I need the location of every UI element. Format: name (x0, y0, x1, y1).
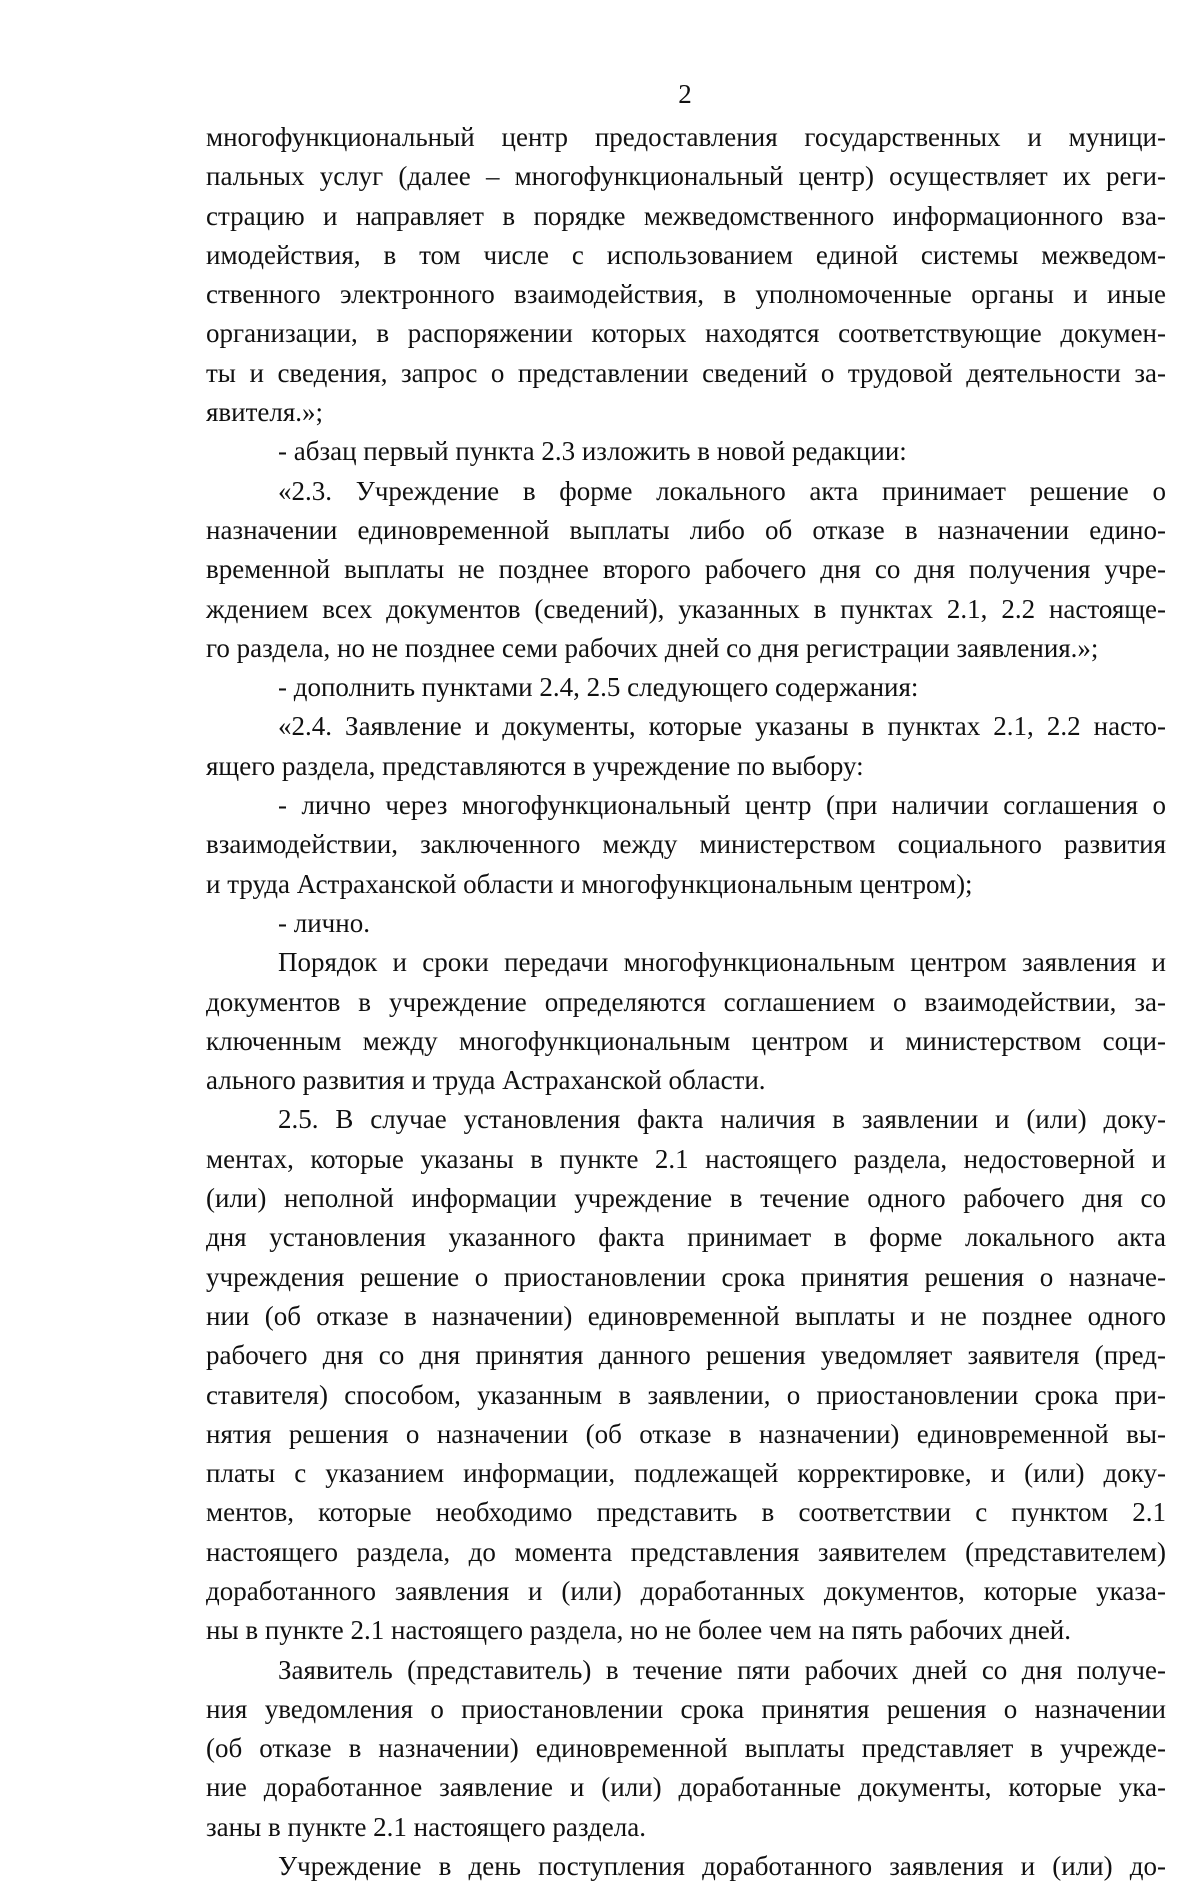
text-line: ны в пункте 2.1 настоящего раздела, но не более чем на пять рабочих дней. (206, 1615, 1072, 1646)
text-line: рабочего дня со дня принятия данного решения уведомляет заявителя (пред- (206, 1340, 1166, 1371)
text-line: ального развития и труда Астраханской области. (206, 1065, 766, 1096)
text-line: ключенным между многофункциональным центром и министерством соци- (206, 1025, 1166, 1056)
text-line: назначении единовременной выплаты либо об отказе в назначении едино- (206, 514, 1166, 545)
text-line: многофункциональный центр предоставления государственных и муници- (206, 122, 1166, 152)
text-line: ящего раздела, представляются в учреждение по выбору: (206, 750, 864, 781)
text-line: дня установления указанного факта принимает в форме локального акта (206, 1222, 1166, 1253)
text-line: Учреждение в день поступления доработанного заявления и (или) до- (278, 1851, 1166, 1882)
text-line: Заявитель (представитель) в течение пяти рабочих дней со дня получе- (278, 1654, 1166, 1685)
text-line: (или) неполной информации учреждение в течение одного рабочего дня со (206, 1183, 1166, 1214)
text-line: Порядок и сроки передачи многофункциональным центром заявления и (278, 947, 1166, 978)
text-line: имодействия, в том числе с использованием единой системы межведом- (206, 239, 1166, 270)
text-line: нятия решения о назначении (об отказе в назначении) единовременной вы- (206, 1418, 1166, 1449)
text-line: организации, в распоряжении которых находятся соответствующие докумен- (206, 318, 1166, 349)
text-line: учреждения решение о приостановлении срока принятия решения о назначе- (206, 1261, 1166, 1292)
text-line: взаимодействии, заключенного между министерством социального развития (206, 829, 1166, 860)
text-line: - абзац первый пункта 2.3 изложить в новой редакции: (278, 436, 907, 467)
text-line: «2.4. Заявление и документы, которые указаны в пунктах 2.1, 2.2 насто- (278, 711, 1166, 742)
text-line: ственного электронного взаимодействия, в уполномоченные органы и иные (206, 279, 1166, 310)
text-line: ставителя) способом, указанным в заявлении, о приостановлении срока при- (206, 1379, 1166, 1410)
text-line: временной выплаты не позднее второго рабочего дня со дня получения учре- (206, 554, 1166, 585)
text-line: документов в учреждение определяются соглашением о взаимодействии, за- (206, 986, 1166, 1017)
text-line: заны в пункте 2.1 настоящего раздела. (206, 1811, 646, 1842)
text-line: настоящего раздела, до момента представления заявителем (представителем) (206, 1536, 1166, 1567)
text-line: ты и сведения, запрос о представлении сведений о трудовой деятельности за- (206, 357, 1166, 388)
text-line: доработанного заявления и (или) доработанных документов, которые указа- (206, 1575, 1166, 1606)
document-body (206, 118, 1166, 1886)
text-line: ментах, которые указаны в пункте 2.1 настоящего раздела, недостоверной и (206, 1143, 1166, 1174)
text-line: - лично через многофункциональный центр (при наличии соглашения о (278, 790, 1166, 821)
text-line: страцию и направляет в порядке межведомственного информационного вза- (206, 200, 1166, 231)
text-line: го раздела, но не позднее семи рабочих дней со дня регистрации заявления.»; (206, 632, 1099, 663)
text-line: нии (об отказе в назначении) единовременной выплаты и не позднее одного (206, 1300, 1166, 1331)
text-line: ментов, которые необходимо представить в соответствии с пунктом 2.1 (206, 1497, 1166, 1528)
text-line: и труда Астраханской области и многофункциональным центром); (206, 868, 973, 899)
text-line: «2.3. Учреждение в форме локального акта принимает решение о (278, 475, 1166, 506)
text-line: ждением всех документов (сведений), указанных в пунктах 2.1, 2.2 настояще- (206, 593, 1166, 624)
text-line: ния уведомления о приостановлении срока принятия решения о назначении (206, 1693, 1166, 1724)
text-line: - дополнить пунктами 2.4, 2.5 следующего содержания: (278, 672, 919, 703)
text-line: - лично. (278, 907, 370, 938)
text-line: платы с указанием информации, подлежащей корректировке, и (или) доку- (206, 1458, 1166, 1489)
text-line: явителя.»; (206, 397, 324, 428)
text-line: (об отказе в назначении) единовременной выплаты представляет в учрежде- (206, 1733, 1166, 1764)
text-line: ние доработанное заявление и (или) доработанные документы, которые ука- (206, 1772, 1166, 1803)
text-line: 2.5. В случае установления факта наличия в заявлении и (или) доку- (278, 1104, 1166, 1135)
page-number: 2 (678, 79, 692, 109)
text-line: пальных услуг (далее – многофункциональный центр) осуществляет их реги- (206, 161, 1166, 192)
